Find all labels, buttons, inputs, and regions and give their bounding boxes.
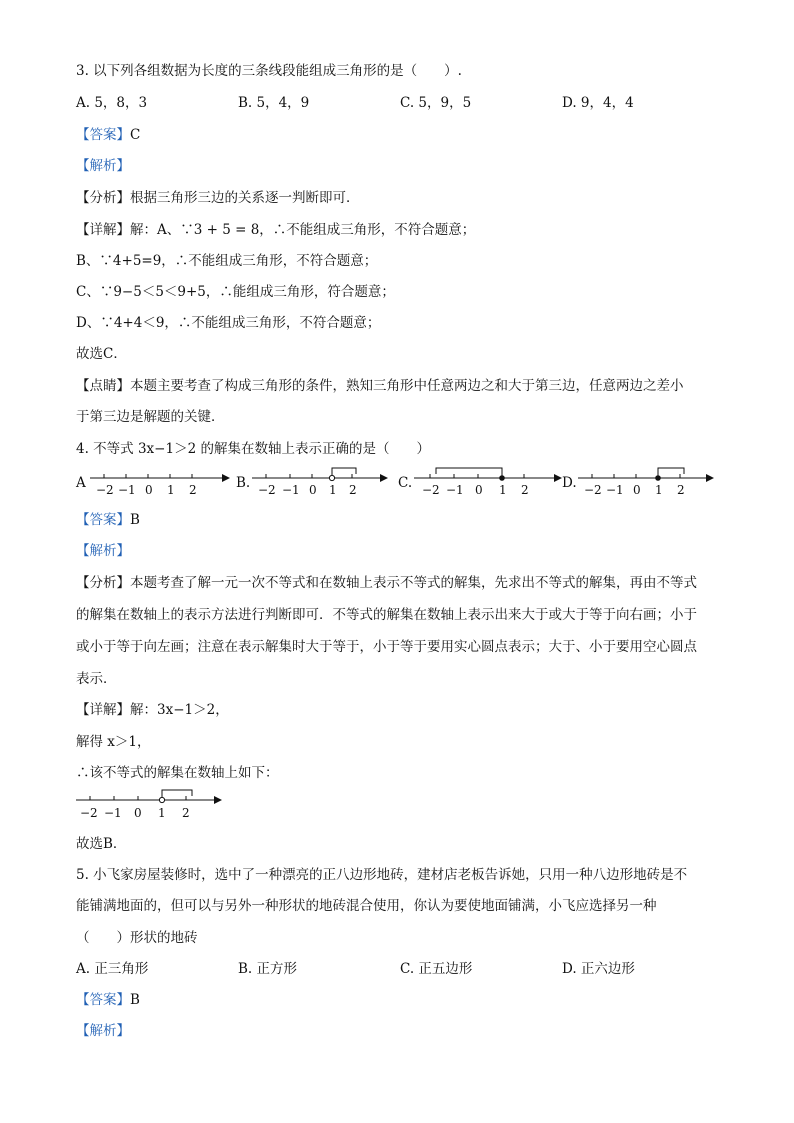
- q4-option-d-letter: D.: [562, 475, 577, 491]
- tick-label: 0: [633, 483, 641, 497]
- q4-conclusion: 故选B．: [76, 836, 127, 852]
- dianjing-tag: 【点睛】: [76, 378, 130, 394]
- fenxi-text: 根据三角形三边的关系逐一判断即可．: [130, 190, 360, 206]
- fenxi-tag: 【分析】: [76, 575, 130, 591]
- q4-step-2: 解得 x＞1，: [76, 734, 151, 750]
- q3-answer-line: [76, 126, 140, 144]
- fenxi-text: 本题考查了解一元一次不等式和在数轴上表示不等式的解集，先求出不等式的解集，再由不等式: [130, 575, 697, 591]
- tick-label: −2: [422, 483, 440, 497]
- tick-label: −1: [118, 483, 136, 497]
- q5-option-b: B. 正方形: [238, 961, 298, 977]
- answer-value: B: [130, 992, 140, 1008]
- q3-option-a: A. 5，8，3: [76, 95, 148, 111]
- answer-tag: 【答案】: [76, 512, 130, 528]
- q3-conclusion: 故选C．: [76, 346, 127, 362]
- q5-answer-line: [76, 991, 140, 1009]
- tick-label: 1: [158, 806, 166, 820]
- q5-stem-2: 能铺满地面的，但可以与另外一种形状的地砖混合使用，你认为要使地面铺满，小飞应选择另一种: [76, 898, 657, 914]
- tick-label: 1: [655, 483, 663, 497]
- q3-analysis-title: 【解析】: [76, 158, 130, 174]
- solution-number-line: [76, 786, 224, 822]
- answer-value: C: [130, 127, 141, 143]
- q4-fenxi-1: [76, 574, 697, 592]
- q3-option-d: D. 9，4，4: [562, 95, 634, 111]
- q4-fenxi-4: 表示．: [76, 671, 117, 687]
- tick-label: −1: [104, 806, 122, 820]
- tick-label: 2: [189, 483, 197, 497]
- tick-label: 0: [309, 483, 317, 497]
- tick-label: −2: [96, 483, 114, 497]
- q5-option-a: A. 正三角形: [76, 961, 149, 977]
- tick-label: 0: [145, 483, 153, 497]
- q5-option-d: D. 正六边形: [562, 961, 635, 977]
- tick-label: 1: [167, 483, 175, 497]
- tick-label: −1: [446, 483, 464, 497]
- q5-analysis-title: 【解析】: [76, 1023, 130, 1039]
- q3-option-b: B. 5，4，9: [238, 95, 310, 111]
- tick-label: −2: [584, 483, 602, 497]
- q4-option-a-letter: A: [76, 475, 86, 491]
- answer-tag: 【答案】: [76, 992, 130, 1008]
- tick-label: 1: [329, 483, 337, 497]
- q5-stem-1: 5. 小飞家房屋装修时，选中了一种漂亮的正八边形地砖，建材店老板告诉她，只用一种八边形地砖是不: [76, 867, 688, 883]
- q4-option-b-letter: B.: [236, 475, 251, 491]
- q4-answer-line: [76, 511, 140, 529]
- q3-step-4: D、∵4+4＜9，∴不能组成三角形，不符合题意；: [76, 315, 381, 331]
- tick-label: 2: [677, 483, 685, 497]
- q3-step-3: C、∵9−5＜5＜9+5，∴能组成三角形，符合题意；: [76, 284, 395, 300]
- tick-label: 1: [499, 483, 507, 497]
- xiangjie-tag: 【详解】: [76, 702, 130, 718]
- tick-label: 0: [134, 806, 142, 820]
- tick-label: −1: [282, 483, 300, 497]
- tick-label: 2: [521, 483, 529, 497]
- xiangjie-tag: 【详解】: [76, 222, 130, 238]
- tick-label: 2: [182, 806, 190, 820]
- q3-fenxi-line: [76, 189, 360, 207]
- answer-tag: 【答案】: [76, 127, 130, 143]
- q5-option-c: C. 正五边形: [400, 961, 473, 977]
- step-text: 解：A、∵3 + 5 = 8，∴不能组成三角形，不符合题意；: [130, 222, 476, 238]
- tick-label: −2: [80, 806, 98, 820]
- answer-value: B: [130, 512, 140, 528]
- q4-step-3: ∴该不等式的解集在数轴上如下：: [76, 765, 279, 781]
- fenxi-tag: 【分析】: [76, 190, 130, 206]
- q3-dianjing-1: [76, 377, 684, 395]
- q4-stem: 4. 不等式 3x−1＞2 的解集在数轴上表示正确的是（ ）: [76, 441, 430, 457]
- q4-fenxi-3: 或小于等于向左画；注意在表示解集时大于等于，小于等于要用实心圆点表示；大于、小于要用空心圆点: [76, 639, 697, 655]
- q3-dianjing-2: 于第三边是解题的关键．: [76, 409, 225, 425]
- number-line-a: [90, 464, 230, 500]
- q3-stem: 3. 以下列各组数据为长度的三条线段能组成三角形的是（ ）.: [76, 63, 462, 79]
- tick-label: 2: [349, 483, 357, 497]
- tick-label: −2: [258, 483, 276, 497]
- q3-option-c: C. 5，9，5: [400, 95, 472, 111]
- q4-fenxi-2: 的解集在数轴上的表示方法进行判断即可．不等式的解集在数轴上表示出来大于或大于等于向右画；小于: [76, 607, 697, 623]
- dianjing-text: 本题主要考查了构成三角形的条件，熟知三角形中任意两边之和大于第三边，任意两边之差小: [130, 378, 684, 394]
- q3-step-1: [76, 221, 475, 239]
- number-line-b: [252, 464, 388, 500]
- q5-stem-3: （ ）形状的地砖: [76, 930, 198, 946]
- number-line-c: [414, 464, 562, 500]
- tick-label: −1: [606, 483, 624, 497]
- q3-step-2: B、∵4+5=9，∴不能组成三角形，不符合题意；: [76, 253, 378, 269]
- q4-analysis-title: 【解析】: [76, 543, 130, 559]
- q4-step-1: [76, 701, 229, 719]
- q4-option-c-letter: C.: [398, 475, 413, 491]
- step-text: 解：3x−1＞2，: [130, 702, 229, 718]
- number-line-d: [578, 464, 714, 500]
- tick-label: 0: [475, 483, 483, 497]
